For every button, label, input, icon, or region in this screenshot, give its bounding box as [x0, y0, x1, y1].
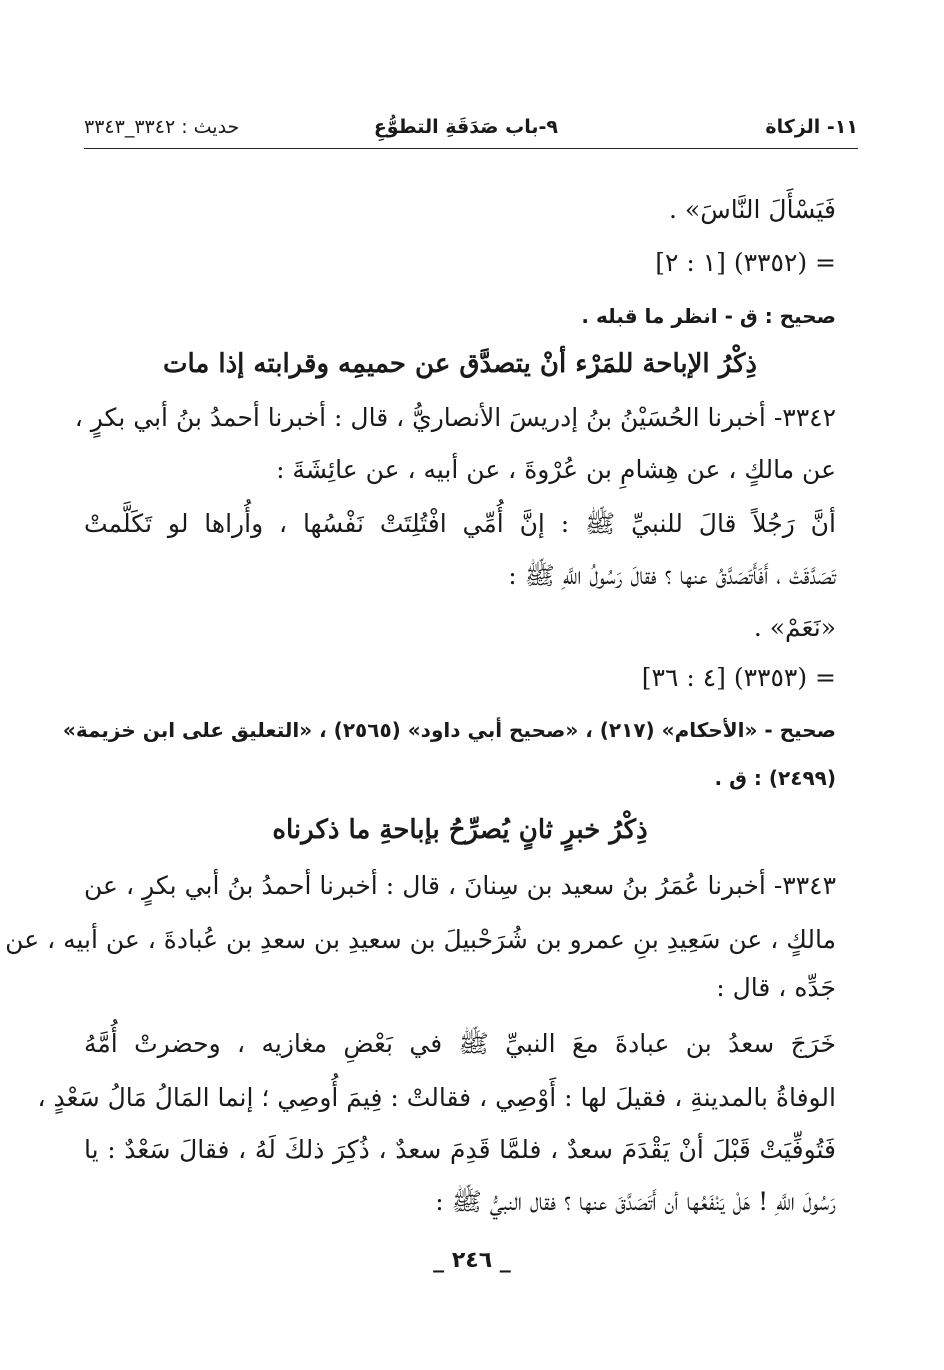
page-number: _ ٢٤٦ _	[433, 1248, 511, 1273]
grading-line: صحيح - «الأحكام» (٢١٧) ، «صحيح أبي داود» (٢٥٦٥) ، «التعليق على ابن خزيمة»	[62, 718, 836, 742]
section-heading: ذِكْرُ خبرٍ ثانٍ يُصرِّحُ بإباحةِ ما ذكرناه	[272, 815, 648, 845]
hadith-text-line: خَرَجَ سعدُ بن عبادةَ معَ النبيِّ ﷺ في بَعْضِ مغازيه ، وحضرتْ أُمَّهُ	[84, 1029, 836, 1058]
reference-line: = (٣٣٥٣) [٤ : ٣٦]	[641, 663, 836, 692]
grading-line: (٢٤٩٩) : ق .	[714, 766, 836, 790]
hadith-isnad-line: ٣٣٤٢- أخبرنا الحُسَيْنُ بنُ إدريسَ الأنصاريُّ ، قال : أخبرنا أحمدُ بنُ أبي بكرٍ ،	[74, 403, 836, 432]
hadith-text-line: أنَّ رَجُلاً قالَ للنبيِّ ﷺ : إنَّ أُمِّي افْتُلِتَتْ نَفْسُها ، وأُراها لو تَكَلَّمتْ	[84, 509, 836, 538]
chapter-title: ١١- الزكاة	[765, 116, 858, 138]
hadith-text-line: فَتُوفِّيَتْ قَبْلَ أنْ يَقْدَمَ سعدٌ ، فلمَّا قَدِمَ سعدٌ ، ذُكِرَ ذلكَ لَهُ ، فقالَ سَعْدٌ : يا	[84, 1135, 836, 1164]
hadith-range: حديث : ٣٣٤٢_٣٣٤٣	[84, 116, 240, 138]
hadith-isnad-line: ٣٣٤٣- أخبرنا عُمَرُ بنُ سعيد بن سِنانَ ، قال : أخبرنا أحمدُ بنُ أبي بكرٍ ، عن	[84, 871, 836, 900]
reference-line: = (٣٣٥٢) [١ : ٢]	[655, 248, 836, 277]
hadith-text-line: رَسُولَ اللَّهِ ! هَلْ يَنْفَعُها أن أَتَصَدَّقَ عنها ؟ فقال النبيُّ ﷺ :	[435, 1187, 836, 1216]
hadith-text-line: الوفاةُ بالمدينةِ ، فقيلَ لها : أَوْصِي ، فقالتْ : فِيمَ أُوصِي ؛ إنما المَالُ مَالُ سَعْدٍ ،	[37, 1083, 836, 1112]
text-line: فَيَسْأَلَ النَّاسَ» .	[669, 195, 836, 224]
section-title: ٩-باب صَدَقَةِ التطوُّعِ	[373, 116, 558, 138]
hadith-isnad-line: عن مالكٍ ، عن هِشامِ بن عُرْوةَ ، عن أبيه ، عن عائِشَةَ :	[276, 455, 836, 484]
page-header	[84, 110, 858, 149]
section-heading: ذِكْرُ الإباحة للمَرْء أنْ يتصدَّق عن حميمِه وقرابته إذا مات	[162, 349, 758, 379]
grading-line: صحيح : ق - انظر ما قبله .	[581, 304, 836, 328]
hadith-text-line: «نَعَمْ» .	[753, 613, 836, 642]
hadith-text-line: تَصَدَّقَتْ ، أَفَأَتَصَدَّقُ عنها ؟ فقالَ رَسُولُ اللَّهِ ﷺ :	[508, 561, 836, 590]
hadith-isnad-line: جَدِّه ، قال :	[716, 973, 836, 1002]
hadith-isnad-line: مالكٍ ، عن سَعِيدِ بنِ عمرو بن شُرَحْبيلَ بن سعيدِ بن سعدِ بن عُبادةَ ، عن أبيه ، عن	[5, 925, 836, 954]
